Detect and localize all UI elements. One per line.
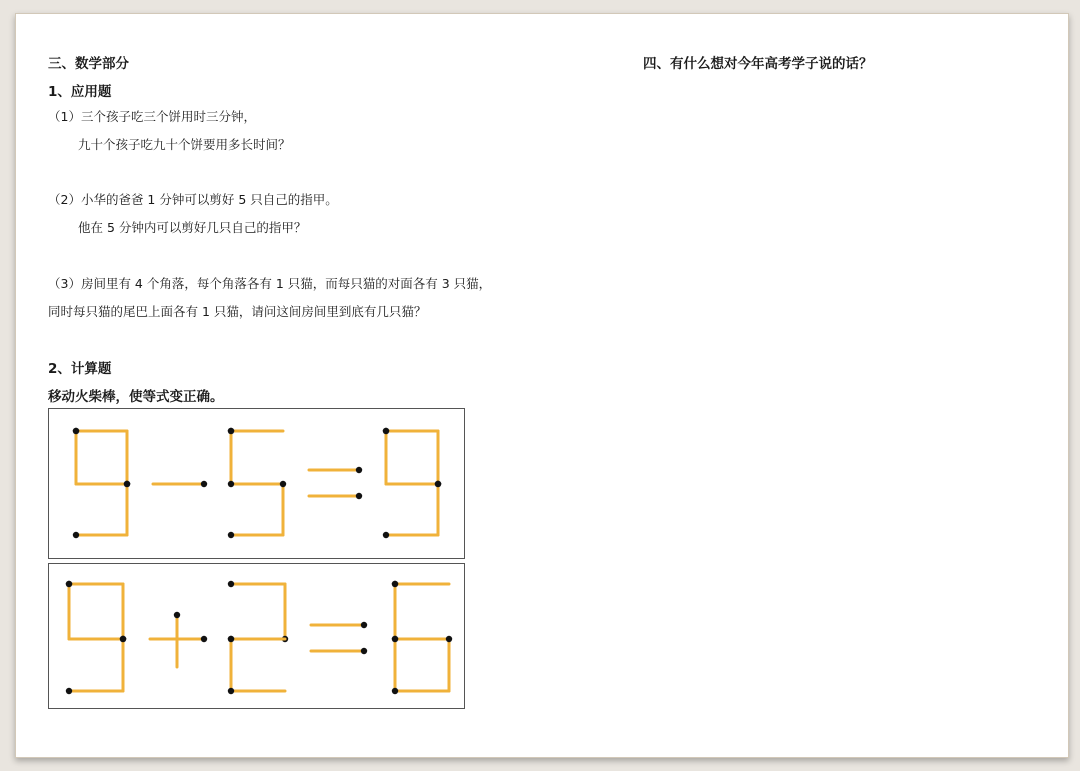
puzzle-1-0-digit-9-bottom-matchstick	[73, 532, 127, 538]
puzzle-1-3-equals-bottom-matchstick	[309, 493, 362, 499]
puzzle-2-2-digit-2-upper-right-matchstick	[282, 584, 288, 642]
section-4-heading: 四、有什么想对今年高考学子说的话？	[643, 56, 873, 72]
question-2-line-2: 他在 5 分钟内可以剪好几只自己的指甲？	[78, 220, 307, 235]
calculation-heading: 2、计算题	[48, 361, 112, 377]
puzzle-2-0-digit-9-top-matchstick	[66, 581, 123, 587]
puzzle-1-2-digit-5-top-matchstick	[228, 428, 283, 434]
puzzle-1-4-digit-9-top-matchstick	[383, 428, 438, 434]
puzzle-2-4-digit-6-middle-matchstick	[392, 636, 449, 642]
puzzle-1-0-digit-9-lower-right-matchstick	[124, 481, 130, 535]
puzzle-1-2-digit-5-upper-left-matchstick	[228, 428, 234, 484]
puzzle-1-3-equals-top-matchstick	[309, 467, 362, 473]
puzzle-2-2-digit-2-lower-left-matchstick	[228, 636, 234, 691]
puzzle-2-2-digit-2-middle-matchstick	[228, 636, 285, 642]
puzzle-2-1-plus-horizontal-matchstick	[150, 636, 207, 642]
puzzle-1-2-digit-5-middle-matchstick	[228, 481, 283, 487]
question-1-line-1: （1）三个孩子吃三个饼用时三分钟，	[48, 109, 256, 124]
matchstick-puzzle-1	[48, 408, 465, 559]
matchstick-puzzle-2	[48, 563, 465, 709]
puzzle-1-4-digit-9-upper-left-matchstick	[383, 428, 389, 484]
puzzle-1-0-digit-9-middle-matchstick	[76, 481, 130, 487]
puzzle-1-1-minus-matchstick	[153, 481, 207, 487]
question-3-line-1: （3）房间里有 4 个角落，每个角落各有 1 只猫，而每只猫的对面各有 3 只猫，	[48, 276, 492, 291]
puzzle-2-0-digit-9-upper-right-matchstick	[120, 584, 126, 642]
puzzle-2-4-digit-6-upper-left-matchstick	[392, 581, 398, 639]
question-3-line-2: 同时每只猫的尾巴上面各有 1 只猫，请问这间房间里到底有几只猫？	[48, 304, 427, 319]
puzzle-2-3-equals-top-matchstick	[311, 622, 367, 628]
puzzle-1-4-digit-9-bottom-matchstick	[383, 532, 438, 538]
puzzle-2-4-digit-6-top-matchstick	[392, 581, 449, 587]
puzzle-2-4-digit-6-bottom-matchstick	[392, 688, 449, 694]
question-2-line-1: （2）小华的爸爸 1 分钟可以剪好 5 只自己的指甲。	[48, 192, 338, 207]
question-1-line-2: 九十个孩子吃九十个饼要用多长时间？	[78, 137, 291, 152]
puzzle-1-4-digit-9-middle-matchstick	[386, 481, 441, 487]
document-page	[15, 13, 1069, 758]
math-section-heading: 三、数学部分	[48, 56, 129, 72]
puzzle-1-4-digit-9-lower-right-matchstick	[435, 481, 441, 535]
puzzle-2-4-digit-6-lower-left-matchstick	[392, 636, 398, 691]
puzzle-2-4-digit-6-lower-right-matchstick	[446, 636, 452, 691]
puzzle-2-0-digit-9-middle-matchstick	[69, 636, 126, 642]
calculation-instruction: 移动火柴棒，使等式变正确。	[48, 389, 224, 405]
matchstick-puzzle-2-drawing	[49, 564, 464, 708]
matchstick-puzzle-1-drawing	[49, 409, 464, 558]
puzzle-1-0-digit-9-upper-left-matchstick	[73, 428, 79, 484]
puzzle-2-0-digit-9-lower-right-matchstick	[120, 636, 126, 691]
puzzle-2-3-equals-bottom-matchstick	[311, 648, 367, 654]
puzzle-2-0-digit-9-bottom-matchstick	[66, 688, 123, 694]
puzzle-1-4-digit-9-upper-right-matchstick	[435, 431, 441, 487]
puzzle-1-2-digit-5-lower-right-matchstick	[280, 481, 286, 535]
puzzle-2-2-digit-2-bottom-matchstick	[228, 688, 285, 694]
puzzle-1-0-digit-9-top-matchstick	[73, 428, 127, 434]
puzzle-1-0-digit-9-upper-right-matchstick	[124, 431, 130, 487]
puzzle-1-2-digit-5-bottom-matchstick	[228, 532, 283, 538]
applied-problems-heading: 1、应用题	[48, 84, 112, 100]
puzzle-2-2-digit-2-top-matchstick	[228, 581, 285, 587]
puzzle-2-0-digit-9-upper-left-matchstick	[66, 581, 72, 639]
